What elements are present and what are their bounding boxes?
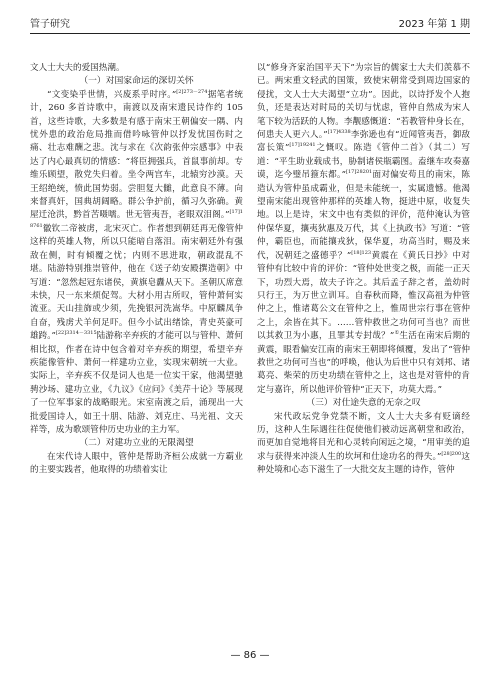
body-text: 黄震在《黄氏日抄》中对管仲有比较中肯的评价：“管仲处世变之极，而能一正天下，功烈大焉，故夫子许之。其后孟子辞之者，盖幼时只行王，为万世立训耳。自春秋而降，惟汉高祖为仲管仲之上，惟诸葛公文在管仲之上，惟周世宗行事在管仲之上，余皆在其下。……管仲救世之功何可当也？而世以其救卫为小惠，且罪其专封哉？” bbox=[257, 250, 470, 342]
paragraph bbox=[257, 62, 470, 397]
citation-ref: [17]19241 bbox=[289, 142, 316, 149]
citation-ref: [17]4338 bbox=[327, 129, 351, 136]
left-column bbox=[30, 62, 243, 478]
journal-name: 管子研究 bbox=[30, 19, 70, 30]
section-heading: （三）对仕途失意的无奈之叹 bbox=[306, 398, 421, 409]
citation-ref: [2]273－274 bbox=[176, 88, 208, 95]
body-columns bbox=[30, 62, 470, 478]
body-text: 这种处境和心态下滋生了一大批交友主题的诗作，管仲 bbox=[257, 451, 470, 476]
paragraph bbox=[257, 411, 470, 478]
body-text: 面对偏安苟且的南宋，陈造认为管仲虽成霸业，但是未能统一，实属遗憾。他渴望南宋能出现管仲那样的英雄人物，挺进中原，收复失地。以上是诗，宋文中也有类似的评价，范仲淹认为管仲保华夏，攘夷狄惠及万代，其《上执政书》写道：“管仲，霸臣也，而能攘戎狄，保华夏，功高当时，赐及来代，况朝廷之盛德乎？” bbox=[257, 170, 470, 261]
citation-ref: [28]200 bbox=[441, 450, 462, 457]
citation-ref: [17]28201 bbox=[346, 169, 373, 176]
body-text: 生活在南宋后期的黄震，眼看偏安江南的南宋王朝即将倾覆，发出了“管仲救世之功何可当也”的呼唤，他认为后世中只有刘邦、诸葛亮、柴荣的历史功绩在管仲之上，这也是对管仲的肯定与嘉许，所以他评价管仲“正天下，功莫大焉。” bbox=[257, 331, 470, 395]
section-heading: （二）对建功立业的无限渴望 bbox=[79, 438, 194, 449]
quote-text: “文变染乎世情，兴废系乎时序。” bbox=[47, 89, 177, 100]
paragraph: 文人士大夫的爱国热潮。 bbox=[30, 63, 125, 73]
running-header bbox=[30, 12, 470, 34]
body-text: 徽钦二帝被虏，北宋灭亡。作者想到朝廷再无像管仲这样的英雄人物，所以只能暗自落泪。南宋朝廷外有强敌在侧，时有倾覆之忧；内则不思进取，朝政混乱不堪。陆游特别推崇管仲，他在《送子幼安殿撰造朝》中写道：“忽然起冠东诸侯，黄旗皂纛从天下。圣朝仄席意未快，尺一东来烦促驾。大材小用古所叹，管仲萧何实流亚。天山挂旆或少须，先挽银河洗嵩华。中原麟凤争自奋，残虏犬羊何足吓。但今小试出绪馀，青史英豪可雄跨。” bbox=[30, 223, 243, 342]
body-text: 陆游称辛弃疾的才能可以与管仲、萧何相比拟，作者在诗中包含着对辛弃疾的期望，希望辛弃疾能像管仲、萧何一样建功立业，实现宋朝统一大业。实际上，辛弃疾不仅是词人也是一位实干家，他渴望驰骋沙场、建功立业，《九议》《应问》《美芹十论》等展现了一位军事家的战略眼光。宋室南渡之后，涌现出一大批爱国诗人，如王十朋、陆游、刘克庄、马光祖、文天祥等，成为歌颂管仲历史功业的主力军。 bbox=[30, 331, 243, 435]
citation-ref: [17]18761 bbox=[30, 209, 243, 230]
body-text: 之慨叹。陈造《管仲二首》（其二）写道：“平生助业载成书，胁制诸侯瓶霸图。盍继车攻奏嘉谟，迄今璧吊箍东都。” bbox=[257, 143, 470, 181]
paragraph: 在宋代诗人眼中，管仲是帮助齐桓公成就一方霸业的主要实践者，他取得的功绩着实让 bbox=[30, 451, 243, 476]
footnote-ref: ① bbox=[394, 330, 400, 337]
body-text: 据笔者统计，260 多首诗歌中，南渡以及南宋遗民诗作约 105 首，这些诗歌，大多数是有感于南宋王朝偏安一隅、内忧外患的政治危局推而借吟咏管仲以抒发忧国伤时之痛、壮志难酬之悲。沈与求在《次韵张仲宗感事》中表达了内心最真切的情感：“将臣拥强兵，首鼠事前却。专维乐顾望，散党失归着。坐令两宫车，北辕穷沙漠。天王绍绝统，愤此国势弱。尝胆复大雠，此意良不薄。向来督真奸，国典胡阔略。群公争护前，循习久弥确。黄屋迁沧洪，黔首苦嗫嚅。世无管夷吾，老眼双泪阁。” bbox=[30, 89, 243, 221]
citation-ref: [22]3314－3315 bbox=[55, 330, 97, 337]
section-heading: （一）对国家命运的深切关怀 bbox=[79, 76, 194, 87]
issue-label: 2023 年第 1 期 bbox=[398, 19, 470, 30]
body-text: 以“修身齐家治国平天下”为宗旨的儒家士大夫们羡慕不已。两宋重文轻武的国策，致使宋朝常受到周边国家的侵扰，文人士大夫渴望“立功”。因此，以诗抒发个人抱负，还是表达对时局的关切与忧虑，管仲自然成为宋人笔下较为活跃的人物。李觏感慨道：“若教管仲身长在，何患夫人更六人。” bbox=[257, 63, 470, 141]
body-text: 宋代政坛党争党禁不断，文人士大夫多有贬谪经历，这种人生际遇往往促使他们被动远离朝堂和政治，而更加自觉地将目光和心灵转向闲远之境，“用审美的追求与获得来冲淡人生的坎坷和仕途功名的得失。” bbox=[257, 411, 470, 462]
page-number: — 86 — bbox=[230, 650, 270, 661]
paragraph bbox=[30, 89, 243, 438]
citation-ref: [18]123 bbox=[351, 249, 372, 256]
body-text: 李弥逊也有“近闻管夷吾，御敌富长策” bbox=[257, 130, 471, 154]
right-column bbox=[257, 62, 470, 478]
